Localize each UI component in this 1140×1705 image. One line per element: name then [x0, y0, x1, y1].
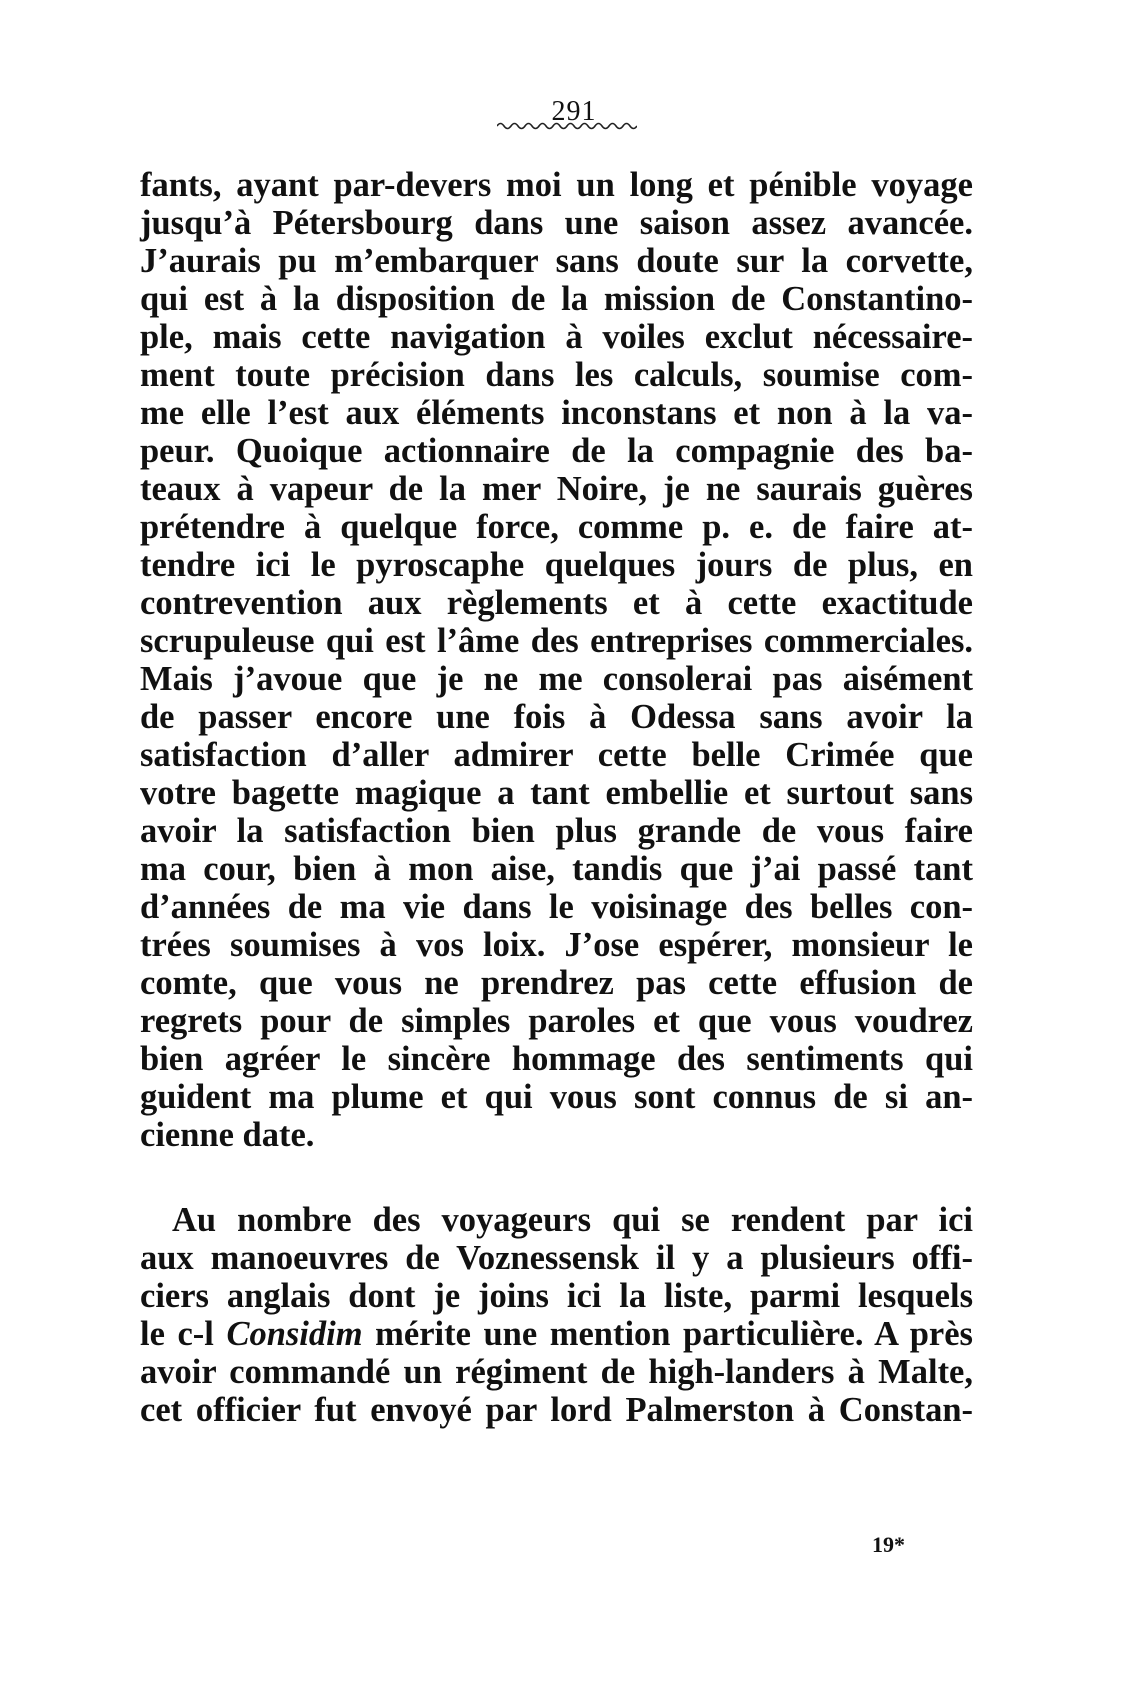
- text-line: cienne date.: [140, 1116, 315, 1154]
- text-line: votre bagette magique a tant embellie et surtout sans: [140, 774, 973, 812]
- text-line: fants, ayant par-devers moi un long et pénible voyage: [140, 166, 973, 204]
- text-fragment: mérite une mention particulière. A près: [375, 1315, 973, 1353]
- text-line: ma cour, bien à mon aise, tandis que j’ai passé tant: [140, 850, 973, 888]
- text-line: scrupuleuse qui est l’âme des entreprises commerciales.: [140, 622, 973, 660]
- text-line: Au nombre des voyageurs qui se rendent par ici: [172, 1201, 973, 1239]
- text-line: aux manoeuvres de Voznessensk il y a plusieurs offi-: [140, 1239, 973, 1277]
- text-line: qui est à la disposition de la mission de Constantino-: [140, 280, 973, 318]
- text-line: me elle l’est aux éléments inconstans et non à la va-: [140, 394, 973, 432]
- text-line: Mais j’avoue que je ne me consolerai pas aisément: [140, 660, 973, 698]
- text-line: jusqu’à Pétersbourg dans une saison assez avancée.: [140, 204, 973, 242]
- text-line: J’aurais pu m’embarquer sans doute sur la corvette,: [140, 242, 973, 280]
- text-line: tendre ici le pyroscaphe quelques jours de plus, en: [140, 546, 973, 584]
- text-line: ple, mais cette navigation à voiles exclut nécessaire-: [140, 318, 973, 356]
- text-line: avoir commandé un régiment de high-landers à Malte,: [140, 1353, 973, 1391]
- text-line: peur. Quoique actionnaire de la compagnie des ba-: [140, 432, 973, 470]
- text-line: comte, que vous ne prendrez pas cette effusion de: [140, 964, 973, 1002]
- text-line: prétendre à quelque force, comme p. e. de faire at-: [140, 508, 973, 546]
- text-line: bien agréer le sincère hommage des sentiments qui: [140, 1040, 973, 1078]
- text-line: trées soumises à vos loix. J’ose espérer, monsieur le: [140, 926, 973, 964]
- text-line: satisfaction d’aller admirer cette belle Crimée que: [140, 736, 973, 774]
- text-line: ciers anglais dont je joins ici la liste, parmi lesquels: [140, 1277, 973, 1315]
- page-number: 291: [551, 96, 597, 127]
- text-line: de passer encore une fois à Odessa sans avoir la: [140, 698, 973, 736]
- text-line: cet officier fut envoyé par lord Palmerston à Constan-: [140, 1391, 973, 1429]
- text-line: regrets pour de simples paroles et que vous voudrez: [140, 1002, 973, 1040]
- text-line: [140, 1314, 973, 1354]
- signature-mark: 19*: [872, 1532, 905, 1557]
- text-line: d’années de ma vie dans le voisinage des belles con-: [140, 888, 973, 926]
- text-line: avoir la satisfaction bien plus grande de vous faire: [140, 812, 973, 850]
- text-line: teaux à vapeur de la mer Noire, je ne saurais guères: [140, 470, 973, 508]
- text-line: ment toute précision dans les calculs, soumise com-: [140, 356, 973, 394]
- wavy-rule-ornament: [497, 120, 637, 132]
- text-line: contrevention aux règlements et à cette exactitude: [140, 584, 973, 622]
- italic-name: Considim: [226, 1315, 363, 1353]
- text-fragment: le c-l: [140, 1315, 214, 1353]
- text-line: guident ma plume et qui vous sont connus de si an-: [140, 1078, 973, 1116]
